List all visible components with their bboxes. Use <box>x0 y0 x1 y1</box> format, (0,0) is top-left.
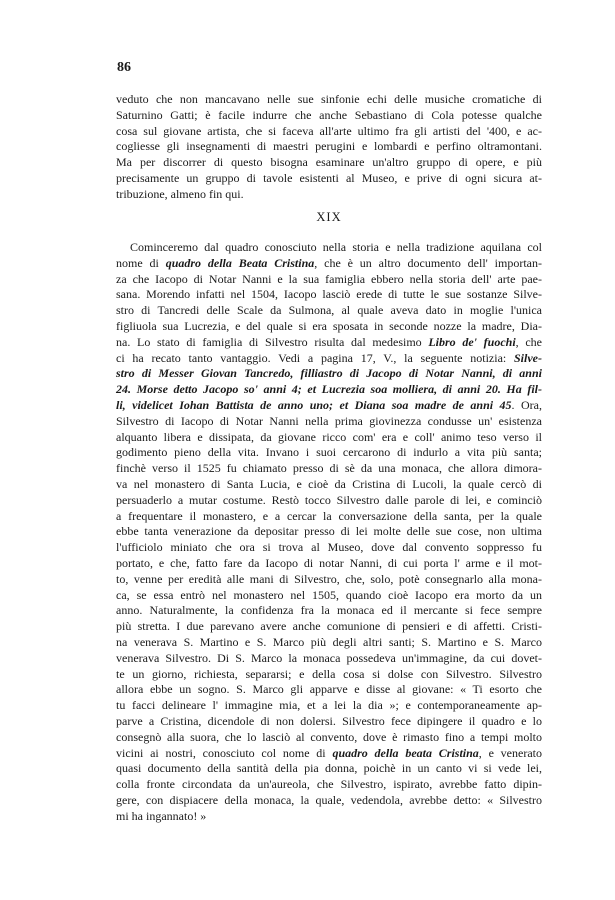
text-line <box>116 793 542 809</box>
text-run: stro di Tancredi delle Scale da Sulmona, al quale aveva dato in moglie l'unica <box>116 303 542 318</box>
text-line <box>116 746 542 762</box>
text-line: cosa sul giovane artista, che si faceva all'arte ultimo fra gli artisti del '400, e ac- <box>116 123 542 138</box>
text-run: anno. Naturalmente, la confidenza fra la monaca ed il mercante si fece sempre <box>116 603 542 618</box>
text-run: allora ebbe un sogno. S. Marco gli apparve e disse al giovane: « Ti esorto che <box>116 682 542 697</box>
body-paragraph <box>116 240 542 824</box>
text-line <box>116 272 542 288</box>
text-run: , e venerato <box>478 745 542 760</box>
text-line <box>116 303 542 319</box>
text-line <box>116 445 542 461</box>
text-run: Cominceremo dal quadro conosciuto nella storia e nella tradizione aquilana col <box>130 240 542 254</box>
text-line <box>116 319 542 335</box>
text-run: gere, con dispiacere della monaca, la quale, vedendola, avrebbe detto: « Silvestro <box>116 792 542 807</box>
text-line: Ma per discorrer di questo bisogna esaminare un'altro gruppo di opere, e più <box>116 155 542 170</box>
text-line <box>116 287 542 303</box>
text-run: . Ora, <box>511 397 542 412</box>
text-line <box>116 382 542 398</box>
page-number: 86 <box>117 60 131 75</box>
text-run: ebbe tanta venerazione da depositar presso di lei molte delle sue cose, non ultima <box>116 524 542 539</box>
text-run: sana. Morendo infatti nel 1504, Iacopo lasciò erede di tutte le sue sostanze Silve- <box>116 287 542 302</box>
text-run: to, venne per eredità alle mani di Silvestro, che, solo, potè consegnarlo alla mona- <box>116 571 542 586</box>
text-line <box>116 256 542 272</box>
text-run: Silvestro di Iacopo di Notar Nanni nella prima giovinezza condusse un' esistenza <box>116 413 542 428</box>
text-run: te un giorno, richiesta, separarsi; e della cosa si dolse con Silvestro. Silvestro <box>116 666 542 681</box>
text-run: ca, se essa entrò nel monastero nel 1505, quando cioè Iacopo era morto da un <box>116 587 542 602</box>
italic-text: li, videlicet Iohan Battista de anno uno; et Diana soa madre de anni 45 <box>116 397 512 412</box>
text-line: precisamente un gruppo di tavole esistenti al Museo, e prive di ogni sicura at- <box>116 170 542 185</box>
text-run: va nel monastero di Santa Lucia, e cioè da Cristina di Lucoli, la quale cercò di <box>116 476 542 491</box>
intro-paragraph <box>116 92 542 203</box>
text-line <box>116 398 542 414</box>
text-line: Saturnino Gatti; è facile indurre che anche Sebastiano di Cola potesse qualche <box>116 107 542 122</box>
text-run: mi ha ingannato! » <box>116 808 207 823</box>
text-line <box>116 777 542 793</box>
text-line <box>116 619 542 635</box>
text-line <box>116 335 542 351</box>
text-run: colla fronte circondata da un'aureola, che Silvestro, ispirato, avrebbe fatto dipin- <box>116 777 542 792</box>
text-line <box>116 540 542 556</box>
text-line <box>116 651 542 667</box>
text-line <box>116 461 542 477</box>
text-line <box>116 556 542 572</box>
text-run: alquanto libera e dissipata, da giovane ricco com' era e coll' animo teso verso il <box>116 429 542 444</box>
text-line <box>116 603 542 619</box>
italic-text: quadro della Beata Cristina <box>165 255 315 270</box>
text-run: , che <box>515 334 542 349</box>
text-line <box>116 572 542 588</box>
text-line <box>116 714 542 730</box>
text-run: l'ufficiolo miniato che ora si trova al Museo, dove dal convento soppresso fu <box>116 540 542 555</box>
text-run: godimento pieno della vita. Invano i suoi cercarono di indurlo a vita più santa; <box>116 445 542 460</box>
text-line <box>116 524 542 540</box>
text-line <box>116 509 542 525</box>
text-line <box>116 477 542 493</box>
text-line <box>116 493 542 509</box>
text-run: a frequentare il monastero, e a cercar la conversazione della santa, per la quale <box>116 508 542 523</box>
text-line <box>116 730 542 746</box>
text-line <box>116 366 542 382</box>
text-line: veduto che non mancavano nelle sue sinfonie echi delle musiche cromatiche di <box>116 92 542 106</box>
italic-text: stro di Messer Giovan Tancredo, filliastro di Jacopo di Notar Nanni, di anni <box>116 366 542 381</box>
text-line <box>116 667 542 683</box>
text-line <box>116 635 542 651</box>
text-line <box>116 698 542 714</box>
italic-text: Silve- <box>514 350 542 365</box>
text-run: na venerava S. Martino e S. Marco più degli altri santi; S. Martino e S. Marco <box>116 634 542 649</box>
text-run: , che è un altro documento dell' importan- <box>314 255 542 270</box>
text-run: na. Lo stato di famiglia di Silvestro risulta dal medesimo <box>116 334 429 349</box>
text-run: tu facci delineare l' immagine mia, et a lei la dia »; e contemporaneamente ap- <box>116 698 542 713</box>
text-run: portato, e che, fatto fare da Iacopo di notar Nanni, di cui porta l' arme e il mot- <box>116 555 542 570</box>
text-line <box>116 240 542 256</box>
text-line <box>116 682 542 698</box>
text-run: persuaderlo a mutar costume. Restò tocco Silvestro dalle parole di lei, e cominciò <box>116 492 542 507</box>
text-run: quasi documento della santità della pia donna, poichè in un canto vi si vede lei, <box>116 761 542 776</box>
text-line <box>116 351 542 367</box>
text-run: vicini ai nostri, conosciuto col nome di <box>116 745 333 760</box>
text-line <box>116 588 542 604</box>
text-run: finchè verso il 1525 fu chiamato presso di sè da una monaca, che allora dimora- <box>116 461 542 476</box>
text-line: tribuzione, almeno fin qui. <box>116 186 244 201</box>
text-run: nome di <box>116 255 166 270</box>
text-line <box>116 761 542 777</box>
text-line: cogliesse gli insegnamenti di maestri perugini e lombardi e perfino oltramontani. <box>116 139 542 154</box>
text-line <box>116 430 542 446</box>
text-run: ci ha recato tanto vantaggio. Vedi a pagina 17, V., la seguente notizia: <box>116 350 514 365</box>
section-heading: XIX <box>316 210 342 224</box>
text-run: più stretta. I due parevano avere anche comunione di pensieri e di affetti. Cristi- <box>116 619 542 634</box>
text-run: parve a Cristina, dicendole di non dolersi. Silvestro fece dipingere il quadro e lo <box>116 713 542 728</box>
text-run: venerava Silvestro. Di S. Marco la monaca possedeva un'immagine, da cui dovet- <box>116 650 542 665</box>
italic-text: 24. Morse detto Jacopo so' anni 4; et Lucrezia soa molliera, di anni 20. Ha fil- <box>116 382 542 397</box>
text-line <box>116 414 542 430</box>
italic-text: quadro della beata Cristina <box>332 745 479 760</box>
text-run: figliuola sua Lucrezia, e del quale si era sposata in seconde nozze la madre, Dia- <box>116 318 542 333</box>
text-run: consegnò alla suora, che lo lasciò al convento, dove è rimasto fino a tempi molto <box>116 729 542 744</box>
text-line <box>116 809 542 825</box>
text-run: za che Iacopo di Notar Nanni e la sua famiglia ebbero nella storia dell' arte pae- <box>116 271 542 286</box>
italic-text: Libro de' fuochi <box>428 334 516 349</box>
